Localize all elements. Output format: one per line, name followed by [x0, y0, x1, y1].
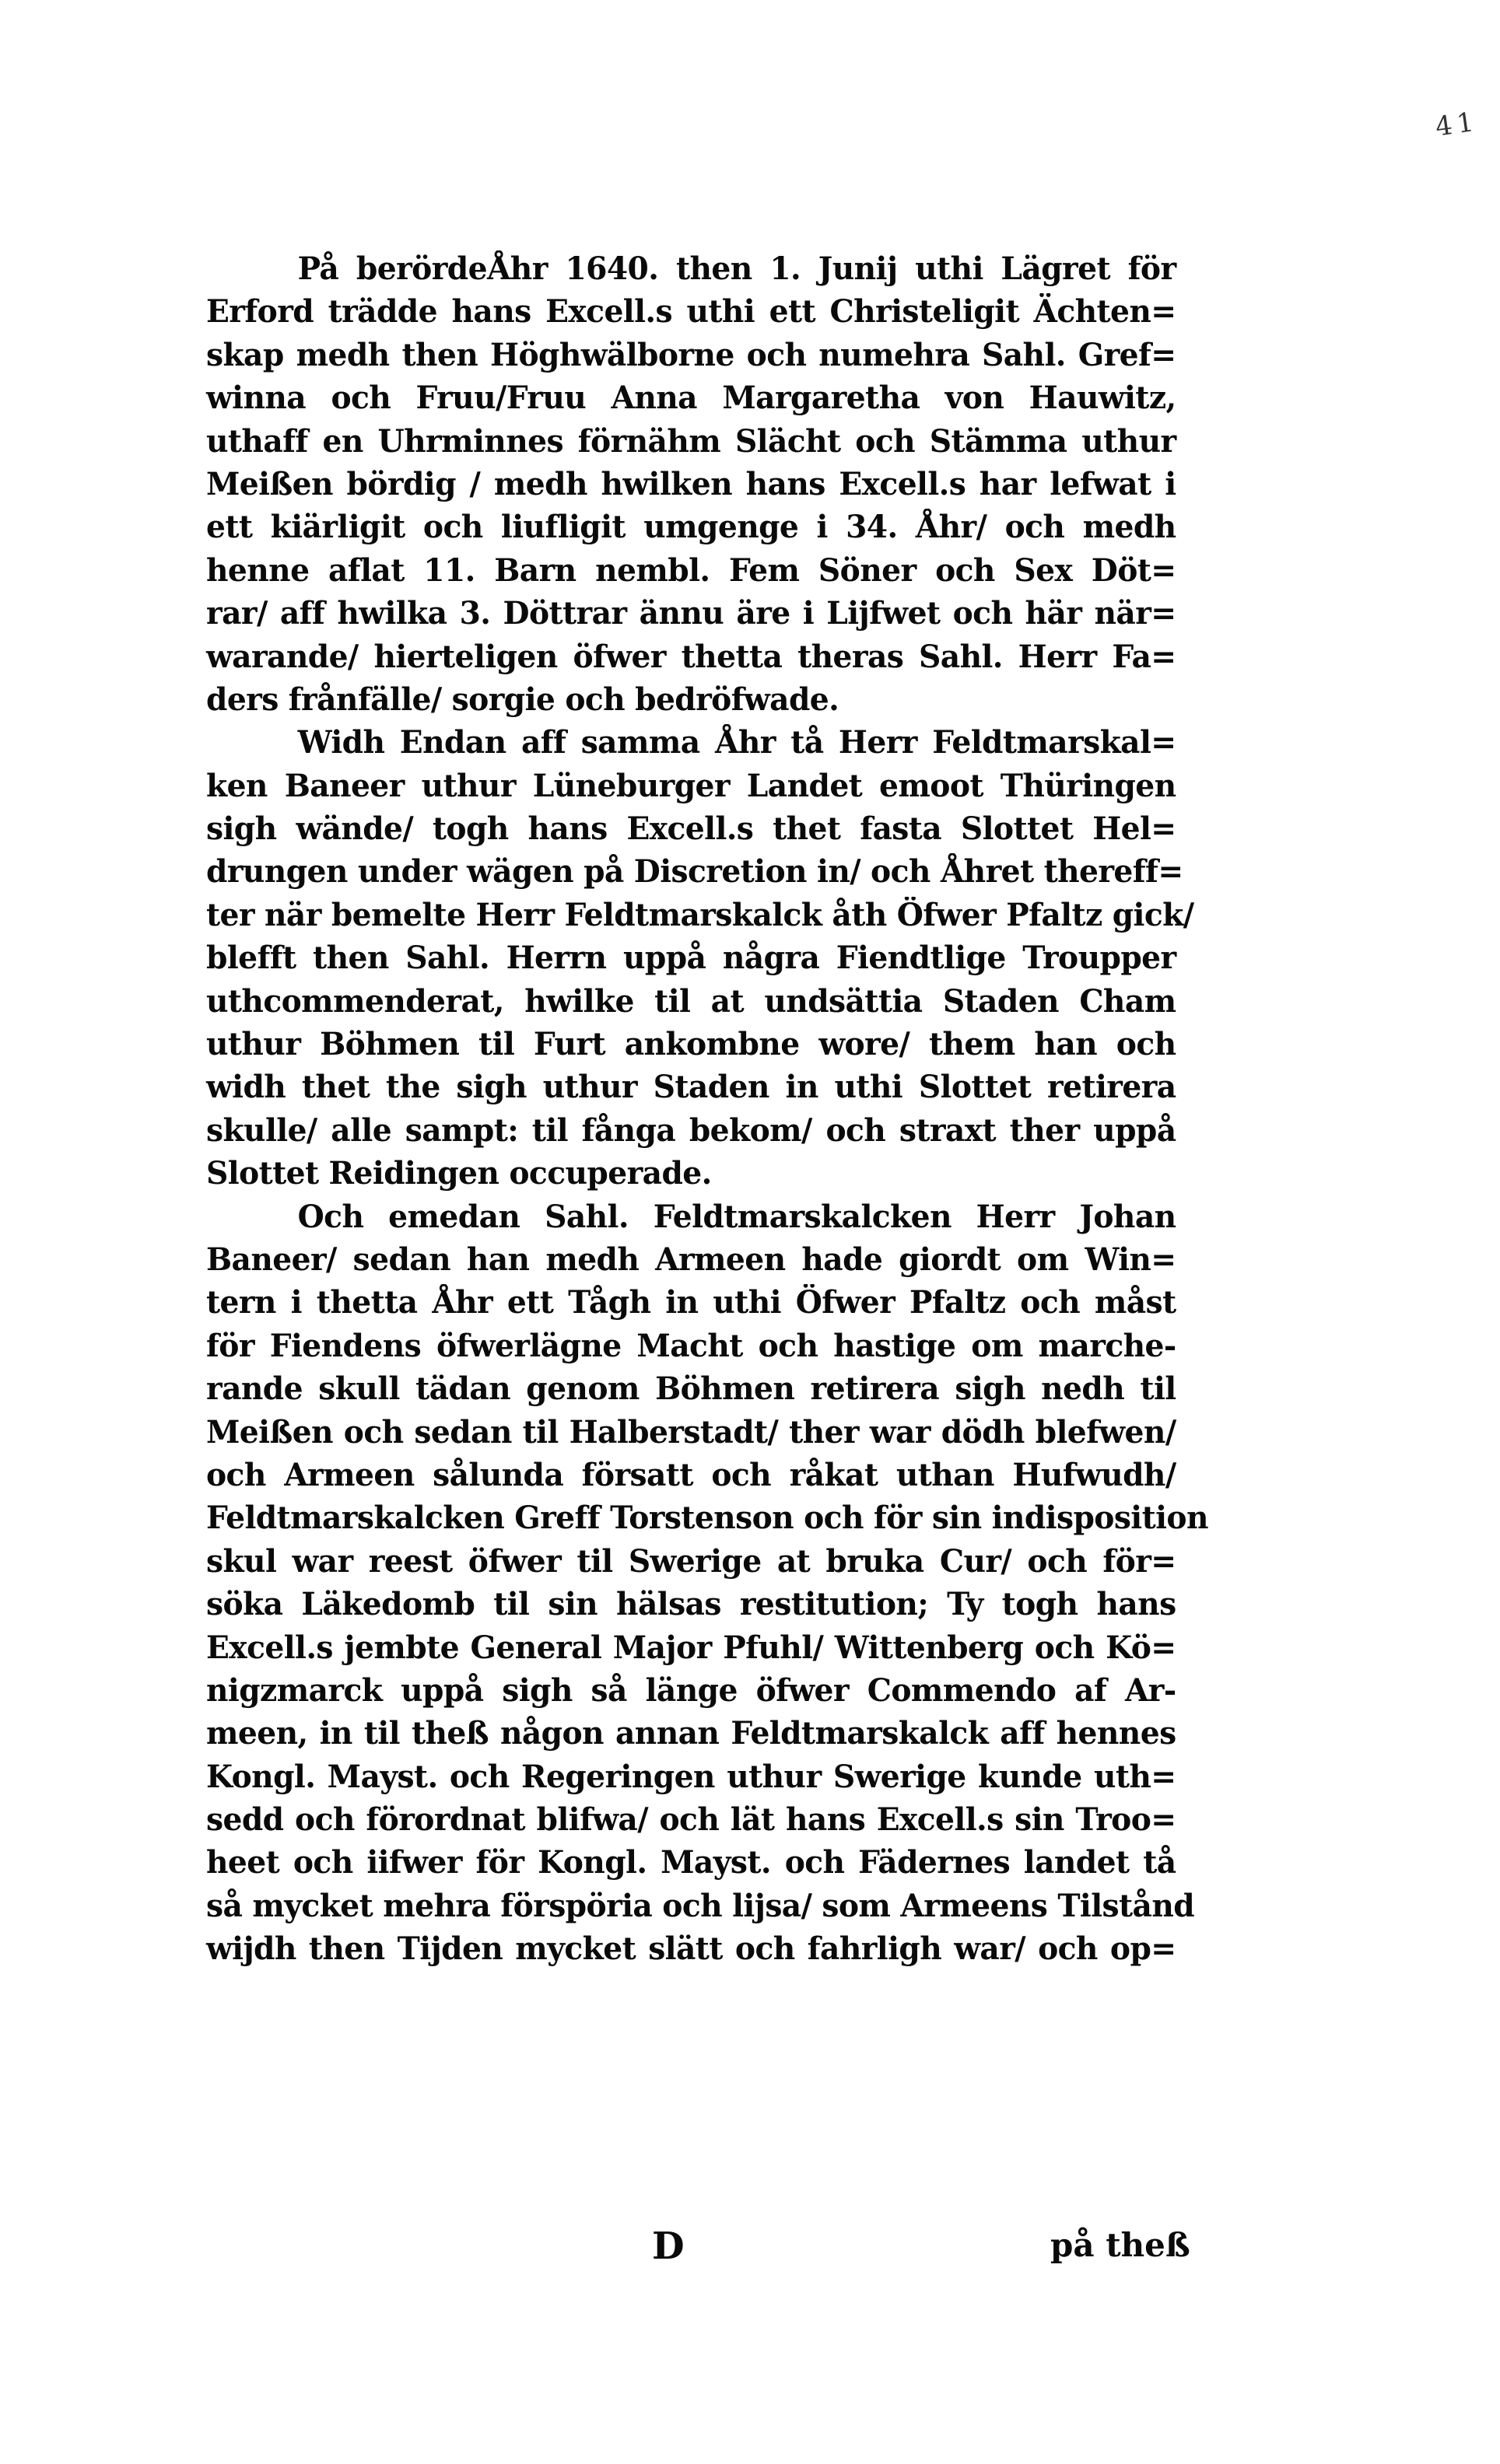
text-line: ett kiärligit och liufligit umgenge i 34. Åhr/ och medh: [206, 509, 1176, 546]
text-line: skul war reest öfwer til Swerige at bruka Cur/ och för=: [206, 1542, 1176, 1580]
text-line: sedd och förordnat blifwa/ och lät hans Excell.s sin Troo=: [206, 1801, 1176, 1839]
text-line: och Armeen sålunda försatt och råkat uthan Hufwudh/: [206, 1456, 1176, 1493]
text-line: Meißen bördig / medh hwilken hans Excell.s har lefwat i: [206, 465, 1176, 502]
text-line: På berördeÅhr 1640. then 1. Junij uthi Lägret för: [297, 250, 1176, 287]
text-line: widh thet the sigh uthur Staden in uthi Slottet retirera: [206, 1069, 1176, 1106]
text-line: nigzmarck uppå sigh så länge öfwer Commendo af Ar-: [206, 1671, 1176, 1709]
text-line: drungen under wägen på Discretion in/ och Åhret thereff=: [206, 853, 1183, 891]
text-line: tern i thetta Åhr ett Tågh in uthi Öfwer Pfaltz och måst: [206, 1284, 1176, 1321]
text-line: ders frånfälle/ sorgie och bedröfwade.: [206, 681, 839, 718]
text-line: rande skull tädan genom Böhmen retirera sigh nedh til: [206, 1370, 1176, 1408]
paragraph-1: [206, 247, 1196, 721]
text-line: Baneer/ sedan han medh Armeen hade giordt om Win=: [206, 1241, 1176, 1278]
text-line: skap medh then Höghwälborne och numehra Sahl. Gref=: [206, 336, 1176, 373]
text-line: winna och Fruu/Fruu Anna Margaretha von Hauwitz,: [206, 380, 1176, 417]
signature-mark: D: [652, 2224, 685, 2268]
text-line: blefft then Sahl. Herrn uppå några Fiendtlige Troupper: [206, 940, 1176, 977]
catchword: på theß: [1050, 2226, 1190, 2264]
paragraph-3: [206, 1195, 1208, 1971]
text-line: så mycket mehra förspöria och lijsa/ som Armeens Tilstånd: [206, 1887, 1195, 1924]
text-line: meen, in til theß någon annan Feldtmarskalck aff hennes: [206, 1715, 1176, 1752]
text-line: warande/ hierteligen öfwer thetta theras Sahl. Herr Fa=: [206, 638, 1176, 675]
text-line: wijdh then Tijden mycket slätt och fahrligh war/ och op=: [206, 1930, 1176, 1968]
text-line: Och emedan Sahl. Feldtmarskalcken Herr Johan: [297, 1198, 1176, 1235]
text-line: uthcommenderat, hwilke til at undsättia Staden Cham: [206, 982, 1176, 1020]
text-line: ken Baneer uthur Lüneburger Landet emoot Thüringen: [206, 767, 1176, 804]
body-text: [206, 247, 1208, 1971]
text-line: Feldtmarskalcken Greff Torstenson och för sin indisposition: [206, 1500, 1208, 1537]
text-line: för Fiendens öfwerlägne Macht och hastige om marche-: [206, 1327, 1176, 1364]
text-line: sigh wände/ togh hans Excell.s thet fasta Slottet Hel=: [206, 810, 1176, 848]
text-line: Widh Endan aff samma Åhr tå Herr Feldtmarskal=: [297, 724, 1176, 761]
text-line: Excell.s jembte General Major Pfuhl/ Wittenberg och Kö=: [206, 1629, 1176, 1666]
paragraph-2: [206, 721, 1196, 1195]
text-line: heet och iifwer för Kongl. Mayst. och Fädernes landet tå: [206, 1844, 1176, 1881]
text-line: uthaff en Uhrminnes förnähm Slächt och Stämma uthur: [206, 422, 1176, 460]
text-line: ter när bemelte Herr Feldtmarskalck åth Öfwer Pfaltz gick/: [206, 896, 1194, 933]
page-footer: [0, 2224, 1500, 2271]
text-line: Meißen och sedan til Halberstadt/ ther war dödh blefwen/: [206, 1413, 1176, 1451]
text-line: Slottet Reidingen occuperade.: [206, 1155, 712, 1192]
text-line: söka Läkedomb til sin hälsas restitution; Ty togh hans: [206, 1586, 1176, 1623]
text-line: henne aflat 11. Barn nembl. Fem Söner och Sex Döt=: [206, 551, 1176, 589]
text-line: skulle/ alle sampt: til fånga bekom/ och straxt ther uppå: [206, 1111, 1176, 1149]
text-line: uthur Böhmen til Furt ankombne wore/ them han och: [206, 1026, 1176, 1063]
folio-mark: 41: [1433, 106, 1481, 143]
text-line: Erford trädde hans Excell.s uthi ett Christeligit Ächten=: [206, 293, 1176, 331]
text-line: rar/ aff hwilka 3. Döttrar ännu äre i Lijfwet och här när=: [206, 595, 1176, 632]
text-line: Kongl. Mayst. och Regeringen uthur Swerige kunde uth=: [206, 1758, 1176, 1795]
